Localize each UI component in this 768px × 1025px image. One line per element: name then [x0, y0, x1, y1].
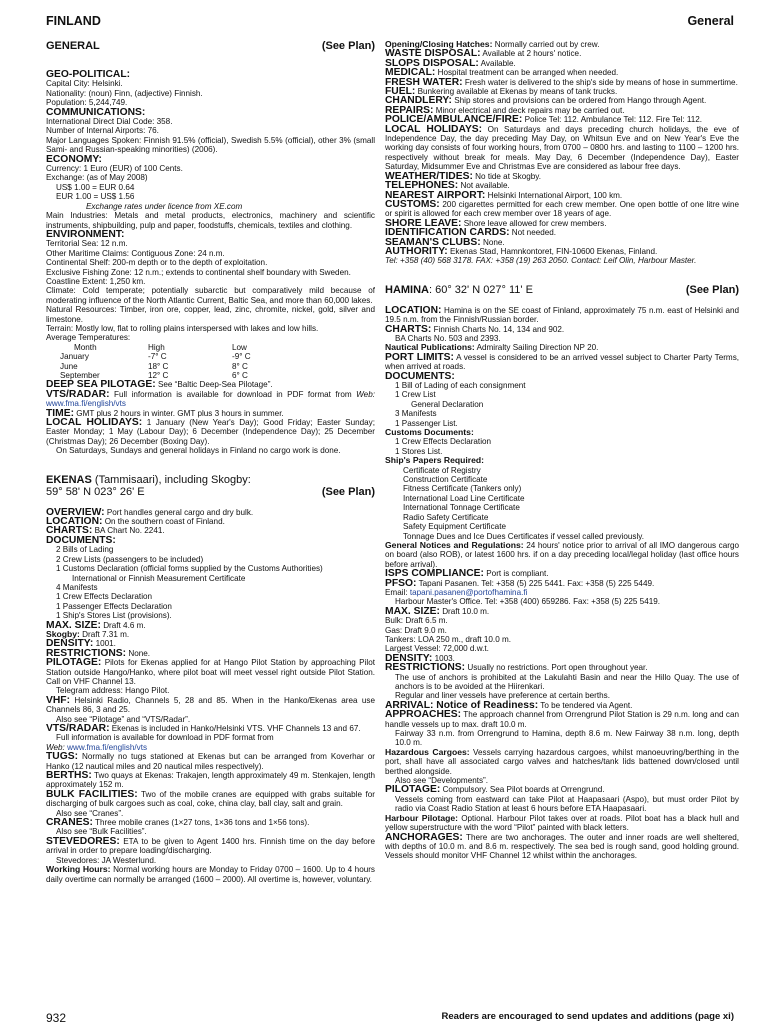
restrictions-label: RESTRICTIONS: — [46, 647, 127, 659]
seamans-clubs-text: None. — [482, 237, 505, 247]
env-line: Average Temperatures: — [46, 333, 131, 343]
pfso-label: PFSO: — [385, 577, 417, 589]
slops-label: SLOPS DISPOSAL: — [385, 57, 479, 69]
vts-web-link[interactable]: www.fma.fi/english/vts — [46, 399, 126, 409]
general-heading — [46, 40, 375, 52]
max-size-line: Gas: Draft 9.0 m. — [385, 625, 447, 635]
local-holidays-text: 1 January (New Year's Day); Good Friday; Easter Sunday; Easter Monday; 1 May (Labour Day); 6 December (Independence Day); 25 December (Christmas Day); 26 December (Boxing Day). — [46, 418, 375, 446]
approaches-label: APPROACHES: — [385, 709, 462, 721]
env-line: Climate: Cold temperate; potentially subarctic but comparatively mild because of moderating influence of the North Atlantic Current, Baltic Sea, and more than 60,000 lakes. — [46, 286, 375, 305]
berths-label: BERTHS: — [46, 770, 92, 782]
hamina-pilotage-label: PILOTAGE: — [385, 784, 441, 796]
max-size-label: MAX. SIZE: — [46, 619, 101, 631]
geo-line: Nationality: (noun) Finn, (adjective) Finnish. — [46, 88, 203, 98]
hamina-name: HAMINA — [385, 283, 429, 296]
geo-political-label: GEO-POLITICAL: — [46, 69, 131, 80]
max-size-line: Largest Vessel: 72,000 d.w.t. — [385, 644, 489, 654]
ekenas-name: EKENAS — [46, 473, 92, 486]
fresh-water-text: Fresh water is delivered to the ship's side by means of hose in summertime. — [464, 77, 738, 87]
ships-paper-item: Safety Equipment Certificate — [403, 522, 506, 532]
general-notices-text: 24 hours' notice prior to arrival of all IMO dangerous cargo on board (also ROB), or latest 1600 hrs. if on a day preceding local/legal holiday (last office hours before arrival). — [385, 540, 739, 569]
country-header: FINLAND — [46, 14, 101, 28]
slops-text: Available. — [480, 58, 516, 68]
economy-label: ECONOMY: — [46, 153, 102, 165]
restrictions-text: None. — [128, 648, 151, 658]
temp-month: September — [60, 371, 100, 380]
working-hours-text: Normal working hours are Monday to Friday 0700 – 1600. Up to 4 hours daily overtime can normally be arranged (1600 – 2000). All overtime is, however, voluntary. — [46, 865, 375, 884]
comm-line: Number of Internal Airports: 76. — [46, 126, 159, 136]
document-item: 1 Passenger Effects Declaration — [56, 601, 172, 611]
documents-label: DOCUMENTS: — [46, 534, 116, 546]
hamina-density-label: DENSITY: — [385, 652, 433, 664]
temperature-row — [46, 343, 375, 352]
comm-line: International Direct Dial Code: 358. — [46, 117, 173, 127]
econ-exchange: Exchange: (as of May 2008) — [46, 173, 148, 183]
time-text: GMT plus 2 hours in winter. GMT plus 3 hours in summer. — [76, 408, 284, 418]
medical-text: Hospital treatment can be arranged when needed. — [437, 68, 619, 78]
hatches-text: Normally carried out by crew. — [494, 40, 600, 49]
customs-text: 200 cigarettes permitted for each crew member. One open bottle of one litre wine or spirit is allowed for each crew member over 18 years of age. — [385, 199, 739, 219]
location-label: LOCATION: — [46, 516, 103, 528]
seamans-clubs-label: SEAMAN'S CLUBS: — [385, 236, 481, 248]
temperature-row — [46, 352, 375, 361]
id-cards-text: Not needed. — [511, 228, 557, 238]
temp-high: -7° C — [148, 352, 167, 362]
document-item: 1 Ship's Stores List (provisions). — [56, 611, 172, 621]
comm-line: Major Languages Spoken: Finnish 91.5% (official), Swedish 5.5% (official), other 3% (small Sami- and Russian-speaking minorities) (2006). — [46, 135, 375, 155]
anchorages-label: ANCHORAGES: — [385, 831, 463, 843]
approaches-text2: Fairway 33 n.m. from Orrengrund to Hamina, depth 8.6 m. New Fairway 38 n.m. long, depth 10.0 m. — [395, 729, 739, 748]
medical-label: MEDICAL: — [385, 67, 436, 79]
env-line: Coastline Extent: 1,250 km. — [46, 276, 146, 286]
section-header: General — [687, 14, 734, 28]
fuel-text: Bunkering available at Ekenas by means of tank trucks. — [417, 87, 618, 97]
econ-currency: Currency: 1 Euro (EUR) of 100 Cents. — [46, 164, 183, 174]
telephones-text: Not available. — [460, 181, 510, 191]
hamina-documents-label: DOCUMENTS: — [385, 370, 455, 382]
hamina-pilotage-text: Compulsory. Sea Pilot boards at Orrengrund. — [442, 785, 605, 795]
charts-text: BA Chart No. 2241. — [94, 526, 165, 536]
document-item: 2 Crew Lists (passengers to be included) — [56, 554, 204, 564]
hazardous-also: Also see “Developments”. — [395, 776, 489, 786]
density-text: 1001. — [95, 639, 116, 649]
nautical-pubs-label: Nautical Publications: — [385, 342, 475, 353]
arrival-label: ARRIVAL: Notice of Readiness: — [385, 699, 539, 711]
customs-documents-label: Customs Documents: — [385, 427, 474, 438]
temperature-table — [46, 343, 375, 381]
ekenas-holidays-text: On Saturdays and days preceding church holidays, the eve of Independence Day, the day preceding May Day, on Whitsun Eve and on New Year's Eve the working day consists of four working hours, from 0700 – 0800 hrs. and lasting to 1100 – 1200 hrs. respectively without break for meals. May Day, 6 December (Independence Day), Easter Saturday, Midsummer Eve and Christmas Eve are considered as labour free days. — [385, 124, 739, 172]
hamina-charts-label: CHARTS: — [385, 323, 432, 335]
isps-text: Port is compliant. — [486, 569, 549, 579]
document-item: 1 Bill of Lading of each consignment — [395, 381, 526, 390]
customs-label: CUSTOMS: — [385, 198, 440, 210]
density-label: DENSITY: — [46, 638, 94, 650]
hamina-max-size-label: MAX. SIZE: — [385, 605, 440, 617]
hazardous-cargoes-text: Vessels carrying hazardous cargoes, whilst manoeuvring/berthing in the port, shall have all associated cargo valves and hatches/tank lids battened down/closed until berthed alongside. — [385, 747, 739, 776]
stevedores-label: STEVEDORES: — [46, 835, 120, 847]
pilotage-telegram: Telegram address: Hango Pilot. — [56, 686, 170, 696]
econ-industries: Main Industries: Metals and metal products, electronics, machinery and scientific instruments, shipbuilding, pulp and paper, foodstuffs, chemicals, textiles and clothing. — [46, 211, 375, 230]
stevedores-text: ETA to be given to Agent 1400 hrs. Finnish time on the day before arrival in order to prepare loading/discharging. — [46, 836, 375, 856]
time-label: TIME: — [46, 407, 75, 419]
max-size-line: Bulk: Draft 6.5 m. — [385, 616, 448, 626]
hamina-heading — [385, 284, 739, 296]
skogby-text: Draft 7.31 m. — [82, 629, 130, 639]
general-see-plan: (See Plan) — [321, 40, 375, 52]
waste-label: WASTE DISPOSAL: — [385, 48, 481, 60]
page-header — [46, 14, 734, 34]
document-item: 1 Passenger List. — [395, 418, 458, 428]
ships-paper-item: International Load Line Certificate — [403, 493, 525, 503]
general-title: GENERAL — [46, 40, 100, 52]
fuel-label: FUEL: — [385, 86, 416, 98]
geo-line: Population: 5,244,749. — [46, 98, 128, 108]
footer-note: Readers are encouraged to send updates and additions (page xi) — [441, 1011, 734, 1022]
hamina-restrictions-label: RESTRICTIONS: — [385, 662, 466, 674]
harbour-pilotage-text: Optional. Harbour Pilot takes over at roads. Pilot boat has a black hull and yellow superstructure with the word “Pilot” painted with black letters. — [385, 813, 739, 833]
hamina-charts-ba: BA Charts No. 503 and 2393. — [395, 333, 501, 343]
stevedores-name: Stevedores: JA Westerlund. — [56, 855, 157, 865]
location-text: On the southern coast of Finland. — [104, 517, 225, 527]
hamina-location-label: LOCATION: — [385, 304, 442, 316]
temp-low: 8° C — [232, 361, 248, 371]
ships-paper-item: Tonnage Dues and Ice Dues Certificates if vessel called previously. — [403, 531, 645, 541]
pfso-email-label: Email: — [385, 587, 408, 597]
document-item: 1 Crew Effects Declaration — [56, 592, 153, 602]
working-hours-label: Working Hours: — [46, 864, 111, 875]
cranes-also: Also see “Bulk Facilities”. — [56, 827, 147, 837]
vhf-label: VHF: — [46, 694, 71, 706]
bulk-facilities-label: BULK FACILITIES: — [46, 788, 138, 800]
document-item: 3 Manifests — [395, 409, 437, 419]
environment-label: ENVIRONMENT: — [46, 228, 125, 240]
document-item: 1 Customs Declaration (official forms supplied by the Customs Authorities) — [56, 564, 323, 574]
shore-leave-text: Shore leave allowed for crew members. — [463, 218, 607, 228]
ekenas-heading — [46, 474, 375, 498]
hamina-density-text: 1003. — [434, 653, 455, 663]
temp-low: 6° C — [232, 371, 248, 380]
repairs-label: REPAIRS: — [385, 104, 434, 116]
hamina-see-plan: (See Plan) — [685, 283, 739, 296]
right-column — [385, 40, 739, 1010]
deep-sea-text: See “Baltic Deep-Sea Pilotage”. — [157, 380, 273, 390]
hamina-pilotage-text2: Vessels coming from eastward can take Pilot at Haapasaari (Aspo), but must order Pilot by radio via Coast Radio Station at least 6 hours before ETA Haapasaari. — [395, 794, 739, 814]
hazardous-cargoes-label: Hazardous Cargoes: — [385, 746, 470, 757]
bulk-facilities-text: Two of the mobile cranes are equipped with grabs suitable for discharging of bulk cargoes such as coal, coke, china clay, ball clay, salt and grain. — [46, 789, 375, 809]
econ-rate: US$ 1.00 = EUR 0.64 — [56, 182, 135, 192]
weather-text: No tide at Skogby. — [475, 171, 541, 181]
communications-label: COMMUNICATIONS: — [46, 106, 146, 118]
overview-label: OVERVIEW: — [46, 506, 105, 518]
temp-month: January — [60, 352, 89, 362]
document-item: General Declaration — [411, 399, 484, 409]
ships-papers-label: Ship's Papers Required: — [385, 455, 484, 466]
arrival-text: To be tendered via Agent. — [540, 700, 633, 710]
temp-high: High — [148, 342, 165, 352]
vhf-also: Also see “Pilotage” and “VTS/Radar”. — [56, 714, 191, 724]
harbour-master-office: Harbour Master's Office. Tel: +358 (400) 659286. Fax: +358 (5) 225 5419. — [395, 597, 661, 607]
shore-leave-label: SHORE LEAVE: — [385, 217, 462, 229]
pfso-email-link[interactable]: tapani.pasanen@portofhamina.fi — [409, 587, 528, 597]
ships-paper-item: Certificate of Registry — [403, 465, 481, 475]
document-item: 1 Crew List — [395, 390, 436, 400]
env-line: Territorial Sea: 12 n.m. — [46, 239, 128, 249]
hamina-coords: : 60° 32' N 027° 11' E — [429, 283, 533, 296]
nautical-pubs-text: Admiralty Sailing Direction NP 20. — [476, 343, 599, 353]
berths-text: Two quays at Ekenas: Trakajen, length approximately 49 m. Stenkajen, length approximately 152 m. — [46, 771, 375, 790]
bulk-also: Also see “Cranes”. — [56, 808, 124, 818]
pilotage-text: Pilots for Ekenas applied for at Hango Pilot Station by approaching Pilot Station outside Hango/Hanko, where pilot boat will meet vessel right outside Pilot Station. Call on VHF Channel 13. — [46, 658, 375, 686]
ekenas-name-suffix: (Tammisaari), including Skogby: — [94, 473, 251, 486]
waste-text: Available at 2 hours' notice. — [482, 49, 582, 59]
tugs-label: TUGS: — [46, 751, 79, 763]
police-text: Police Tel: 112. Ambulance Tel: 112. Fire Tel: 112. — [524, 115, 703, 125]
customs-document-item: 1 Crew Effects Declaration — [395, 437, 492, 447]
chandlery-label: CHANDLERY: — [385, 95, 452, 107]
env-line: Continental Shelf: 200-m depth or to the depth of exploitation. — [46, 258, 268, 268]
temp-low: -9° C — [232, 352, 251, 362]
env-line: Exclusive Fishing Zone: 12 n.m.; extends to continental shelf boundary with Sweden. — [46, 267, 351, 277]
document-item: 4 Manifests — [56, 582, 98, 592]
vts-label: VTS/RADAR: — [46, 388, 110, 400]
vts-text: Full information is available for download in PDF format from — [113, 389, 352, 399]
pilotage-label: PILOTAGE: — [46, 657, 102, 669]
hamina-max-size-text: Draft 10.0 m. — [442, 606, 490, 616]
ships-paper-item: International Tonnage Certificate — [403, 503, 520, 513]
hatches-label: Opening/Closing Hatches: — [385, 40, 493, 49]
document-item: 2 Bills of Lading — [56, 545, 114, 555]
temperature-row — [46, 362, 375, 371]
deep-sea-label: DEEP SEA PILOTAGE: — [46, 379, 156, 391]
local-holidays-label: LOCAL HOLIDAYS: — [46, 417, 143, 429]
isps-label: ISPS COMPLIANCE: — [385, 568, 484, 580]
harbour-pilotage-label: Harbour Pilotage: — [385, 812, 459, 823]
temp-low: Low — [232, 342, 247, 352]
document-item: International or Finnish Measurement Certificate — [72, 573, 246, 583]
ekenas-vts-label: VTS/RADAR: — [46, 723, 110, 734]
chandlery-text: Ship stores and provisions can be ordered from Hango through Agent. — [454, 96, 707, 106]
econ-rates-note: Exchange rates under licence from XE.com — [86, 201, 243, 211]
airport-label: NEAREST AIRPORT: — [385, 189, 486, 201]
approaches-text: The approach channel from Orrengrund Pilot Station is 29 n.m. long and can handle vessels up to max. draft 10.0 m. — [385, 710, 739, 729]
page-footer — [46, 1011, 734, 1025]
ships-paper-item: Fitness Certificate (Tankers only) — [403, 484, 522, 494]
env-line: Other Maritime Claims: Contiguous Zone: 24 n.m. — [46, 248, 225, 258]
hamina-charts-text: Finnish Charts No. 14, 134 and 902. — [433, 324, 565, 334]
left-column — [46, 40, 375, 1010]
vts-web-label: Web: — [356, 389, 375, 399]
pfso-text: Tapani Pasanen. Tel: +358 (5) 225 5441. Fax: +358 (5) 225 5449. — [418, 578, 655, 588]
skogby-label: Skogby: — [46, 628, 80, 639]
port-limits-label: PORT LIMITS: — [385, 351, 454, 363]
temp-high: 12° C — [148, 371, 169, 380]
hamina-restrictions-text2: The use of anchors is prohibited at the Lakulahti Basin and near the Hillo Quay. The use of anchors is to be avoided at the Hiirenkari. — [395, 672, 739, 691]
hamina-restrictions-text3: Regular and liner vessels have preference at certain berths. — [395, 691, 610, 701]
weather-label: WEATHER/TIDES: — [385, 170, 473, 182]
ekenas-see-plan: (See Plan) — [321, 485, 375, 498]
authority-label: AUTHORITY: — [385, 245, 448, 257]
temp-month: Month — [74, 342, 97, 352]
overview-text: Port handles general cargo and dry bulk. — [106, 507, 254, 517]
customs-document-item: 1 Stores List. — [395, 446, 443, 456]
repairs-text: Minor electrical and deck repairs may be carried out. — [435, 105, 625, 115]
max-size-line: Tankers: LOA 250 m., draft 10.0 m. — [385, 634, 511, 644]
fresh-water-label: FRESH WATER: — [385, 76, 463, 88]
authority-text: Ekenas Stad, Hamnkontoret, FIN-10600 Ekenas, Finland. — [450, 246, 658, 256]
ekenas-vts-web-link[interactable]: www.fma.fi/english/vts — [67, 742, 148, 752]
hamina-restrictions-text: Usually no restrictions. Port open throughout year. — [467, 663, 648, 673]
general-notices-label: General Notices and Regulations: — [385, 539, 524, 550]
cranes-label: CRANES: — [46, 817, 93, 829]
env-line: Natural Resources: Timber, iron ore, copper, lead, zinc, chromite, nickel, gold, silver and limestone. — [46, 305, 375, 324]
ekenas-vts-text2: Full information is available for download in PDF format from — [56, 733, 274, 743]
vhf-text: Helsinki Radio, Channels 5, 28 and 85. When in the Hanko/Ekenas area use Channels 86, 3 and 25. — [46, 695, 375, 715]
temp-high: 18° C — [148, 361, 169, 371]
ekenas-coords: 59° 58' N 023° 26' E — [46, 485, 145, 498]
charts-label: CHARTS: — [46, 525, 93, 537]
airport-text: Helsinki International Airport, 100 km. — [487, 190, 623, 200]
police-label: POLICE/AMBULANCE/FIRE: — [385, 114, 523, 126]
anchorages-text: There are two anchorages. The outer and inner roads are well sheltered, with depths of 10.0 m. and 8.6 m. respectively. The sea bed is rough sand, good holding ground. Vessels should monitor VHF Channel 12 whilst within the anchorages. — [385, 832, 739, 861]
telephones-label: TELEPHONES: — [385, 180, 459, 192]
ships-paper-item: Radio Safety Certificate — [403, 512, 489, 522]
authority-contact: Tel: +358 (40) 568 3178. FAX: +358 (19) 263 2050. Contact: Leif Olin, Harbour Master. — [385, 256, 697, 266]
ekenas-holidays-label: LOCAL HOLIDAYS: — [385, 123, 483, 135]
hamina-location-text: Hamina is on the SE coast of Finland, approximately 75 n.m. east of Helsinki and 19.5 n.m. from the Finnish/Russian border. — [385, 305, 739, 325]
page-number: 932 — [46, 1011, 67, 1025]
ships-paper-item: Construction Certificate — [403, 475, 488, 485]
temp-month: June — [60, 361, 78, 371]
id-cards-label: IDENTIFICATION CARDS: — [385, 227, 510, 239]
tugs-text: Normally no tugs stationed at Ekenas but can be arranged from Koverhar or Hanko (12 nautical miles and 20 nautical miles respectively). — [46, 752, 375, 771]
ekenas-vts-web-label: Web: — [46, 742, 65, 752]
port-limits-text: A vessel is considered to be an arrived vessel subject to Charter Party Terms, when arrived at roads. — [385, 352, 739, 372]
cranes-text: Three mobile cranes (1×27 tons, 1×36 tons and 1×56 tons). — [95, 818, 310, 828]
ekenas-vts-text: Ekenas is included in Hanko/Helsinki VTS. VHF Channels 13 and 67. — [111, 724, 361, 733]
max-size-text: Draft 4.6 m. — [103, 620, 146, 630]
env-line: Terrain: Mostly low, flat to rolling plains interspersed with lakes and low hills. — [46, 323, 319, 333]
geo-line: Capital City: Helsinki. — [46, 79, 123, 89]
local-holidays-text2: On Saturdays, Sundays and general holidays in Finland no cargo work is done. — [56, 446, 341, 456]
econ-rate: EUR 1.00 = US$ 1.56 — [56, 192, 135, 202]
